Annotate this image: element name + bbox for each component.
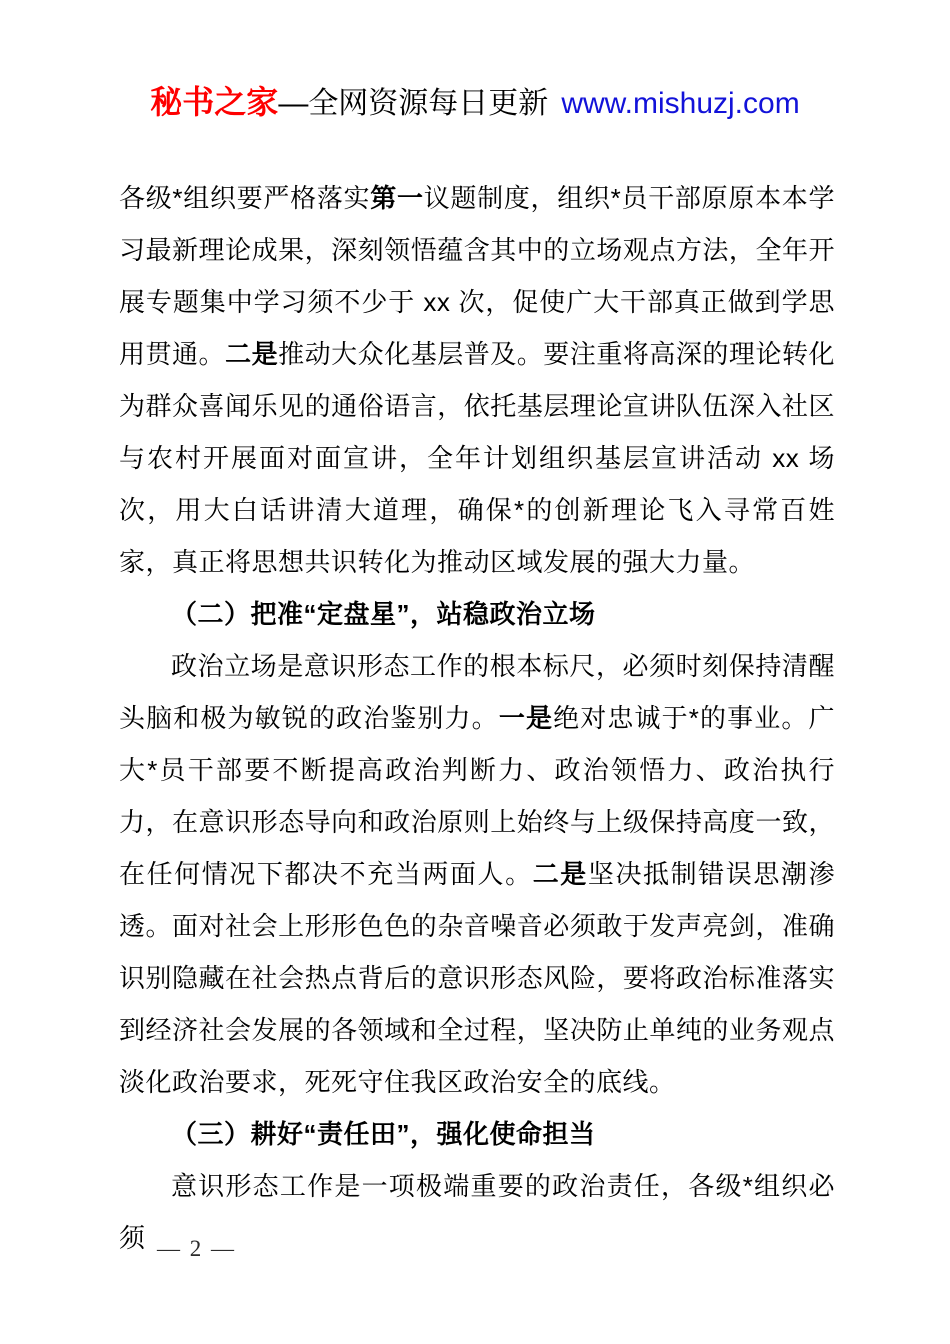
site-url: www.mishuzj.com [561,87,800,120]
bold-text-run: 二是 [532,859,588,889]
page-header [0,82,950,124]
text-run: 绝对忠诚于*的事业。广大*员干部要不断提高政治判断力、政治领悟力、政治执行力，在意识形态导向和政治原则上始终与上级保持高度一致，在任何情况下都决不充当两面人。 [119,703,835,889]
text-run: 各级*组织要严格落实 [119,183,371,213]
separator-dash: — [278,87,309,120]
text-run: 推动大众化基层普及。要注重将高深的理论转化为群众喜闻乐见的通俗语言，依托基层理论宣讲队伍深入社区与农村开展面对面宣讲，全年计划组织基层宣讲活动 xx 场次，用大白话讲清大道理，确保*的创新理论飞入寻常百姓家，真正将思想共识转化为推动区域发展的强大力量。 [119,339,835,577]
bold-text-run: 二是 [225,339,279,369]
site-tagline: 全网资源每日更新 [308,87,549,120]
paragraph [119,640,835,1108]
text-run: 议题制度，组织*员干部原原本本学习最新理论成果，深刻领悟蕴含其中的立场观点方法，全年开展专题集中学习须不少于 xx 次，促使广大干部真正做到学思用贯通。 [119,183,835,369]
section-heading [119,1108,835,1160]
text-run: 政治立场是意识形态工作的根本标尺，必须时刻保持清醒头脑和极为敏锐的政治鉴别力。 [119,651,835,733]
paragraph [119,172,835,588]
bold-text-run: （二）把准“定盘星”，站稳政治立场 [171,599,596,629]
text-run: 坚决抵制错误思潮渗透。面对社会上形形色色的杂音噪音必须敢于发声亮剑，准确识别隐藏在社会热点背后的意识形态风险，要将政治标准落实到经济社会发展的各领域和全过程，坚决防止单纯的业务观点淡化政治要求，死死守住我区政治安全的底线。 [119,859,835,1097]
bold-text-run: （三）耕好“责任田”，强化使命担当 [171,1119,596,1149]
page-number: — 2 — [157,1236,236,1261]
section-heading [119,588,835,640]
document-body [119,172,835,1264]
bold-text-run: 第一 [370,183,424,213]
text-run: 意识形态工作是一项极端重要的政治责任，各级*组织必须 [119,1171,835,1253]
bold-text-run: 一是 [498,703,554,733]
site-name: 秘书之家 [150,84,279,120]
